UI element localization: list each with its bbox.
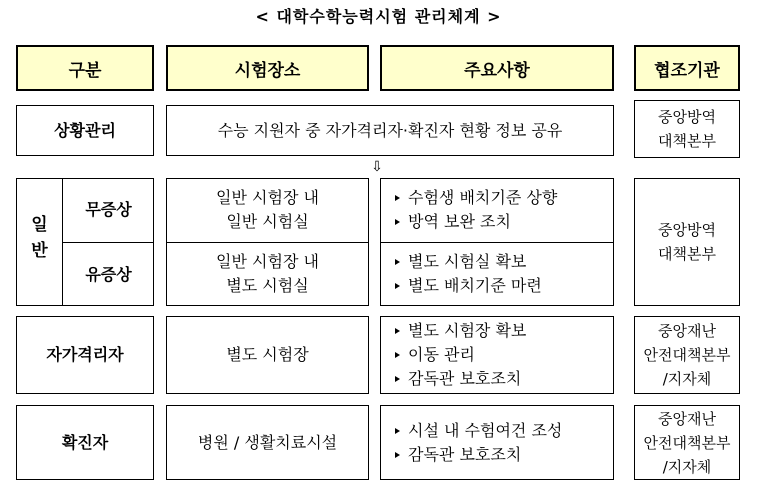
- quarantine-venue-cell: [166, 316, 369, 394]
- quarantine-label: 자가격리자: [46, 345, 124, 364]
- list-item-text: 감독관 보호조치: [408, 369, 522, 388]
- confirmed-items: [380, 405, 614, 480]
- venue-line: 일반 시험장 내: [216, 188, 319, 207]
- list-item: [395, 367, 613, 391]
- confirmed-agency-line: /지자체: [662, 457, 712, 476]
- list-item-text: 수험생 배치기준 상향: [408, 188, 558, 207]
- header-venue-label: 시험장소: [234, 60, 301, 81]
- situation-agency-line: 중앙방역: [658, 108, 716, 126]
- situation-main-text: 수능 지원자 중 자가격리자·확진자 현황 정보 공유: [217, 120, 563, 140]
- list-item-text: 별도 시험장 확보: [408, 321, 527, 340]
- situation-main-cell: [166, 105, 614, 156]
- list-item-text: 별도 시험실 확보: [408, 252, 527, 271]
- general-agency-cell: [634, 178, 740, 306]
- general-divider-horizontal: [62, 242, 154, 243]
- general-agency-line: 중앙방역: [658, 221, 716, 239]
- symptomatic-venue: [166, 250, 369, 298]
- quarantine-agency-line: 중앙재난: [658, 322, 716, 340]
- general-label: [17, 212, 62, 264]
- asymptomatic-label: 무증상: [85, 200, 132, 219]
- list-item-text: 별도 배치기준 마련: [408, 276, 542, 295]
- situation-label: 상황관리: [54, 120, 116, 140]
- general-agency-line: 대책본부: [658, 245, 716, 263]
- general-venue-divider: [166, 242, 369, 243]
- list-item: [395, 274, 542, 298]
- list-item-text: 방역 보완 조치: [408, 212, 511, 231]
- symptomatic-items: [395, 250, 542, 298]
- page-title: < 대학수학능력시험 관리체계 >: [255, 7, 502, 26]
- list-item: [395, 419, 613, 443]
- header-main: [380, 45, 614, 91]
- confirmed-agency-cell: [634, 405, 740, 480]
- asymptomatic-venue: [166, 186, 369, 234]
- bullet-triangle-icon: [395, 328, 400, 334]
- symptomatic-label: 유증상: [85, 265, 132, 284]
- general-label-char: 일: [31, 215, 48, 235]
- bullet-triangle-icon: [395, 352, 400, 358]
- list-item: [395, 443, 613, 467]
- quarantine-agency-cell: [634, 316, 740, 394]
- list-item: [395, 250, 542, 274]
- quarantine-label-cell: [16, 316, 154, 394]
- list-item-text: 시설 내 수험여건 조성: [408, 420, 563, 440]
- header-category-label: 구분: [68, 60, 102, 81]
- header-agency-label: 협조기관: [654, 60, 720, 81]
- list-item: [395, 186, 557, 210]
- venue-line: 일반 시험실: [226, 212, 309, 231]
- quarantine-agency-line: 안전대책본부: [643, 346, 731, 364]
- down-arrow-icon: ⇩: [371, 159, 383, 175]
- confirmed-agency-line: 안전대책본부: [643, 433, 731, 452]
- quarantine-agency-line: /지자체: [662, 370, 712, 388]
- header-main-label: 주요사항: [464, 60, 530, 81]
- venue-line: 일반 시험장 내: [216, 252, 319, 271]
- general-label-char: 반: [31, 241, 48, 261]
- list-item-text: 감독관 보호조치: [408, 444, 522, 464]
- list-item-text: 이동 관리: [408, 345, 475, 364]
- asymptomatic-items: [395, 186, 557, 234]
- header-venue: [166, 45, 369, 91]
- situation-agency-cell: [634, 100, 740, 158]
- confirmed-venue-cell: [166, 405, 369, 480]
- general-main-divider: [380, 242, 614, 243]
- bullet-triangle-icon: [395, 428, 400, 434]
- confirmed-label: 확진자: [61, 432, 109, 452]
- bullet-triangle-icon: [395, 376, 400, 382]
- list-item: [395, 343, 613, 367]
- confirmed-label-cell: [16, 405, 154, 480]
- quarantine-venue: 별도 시험장: [226, 345, 309, 364]
- list-item: [395, 210, 557, 234]
- bullet-triangle-icon: [395, 259, 400, 265]
- header-category: [16, 45, 154, 91]
- situation-agency-line: 대책본부: [658, 132, 716, 150]
- confirmed-agency-line: 중앙재난: [658, 409, 716, 428]
- header-agency: [634, 45, 740, 91]
- venue-line: 별도 시험실: [226, 276, 309, 295]
- confirmed-venue: 병원 / 생활치료시설: [197, 432, 338, 452]
- bullet-triangle-icon: [395, 283, 400, 289]
- bullet-triangle-icon: [395, 452, 400, 458]
- quarantine-items: [380, 316, 614, 394]
- situation-label-cell: [16, 105, 154, 156]
- bullet-triangle-icon: [395, 195, 400, 201]
- bullet-triangle-icon: [395, 219, 400, 225]
- list-item: [395, 319, 613, 343]
